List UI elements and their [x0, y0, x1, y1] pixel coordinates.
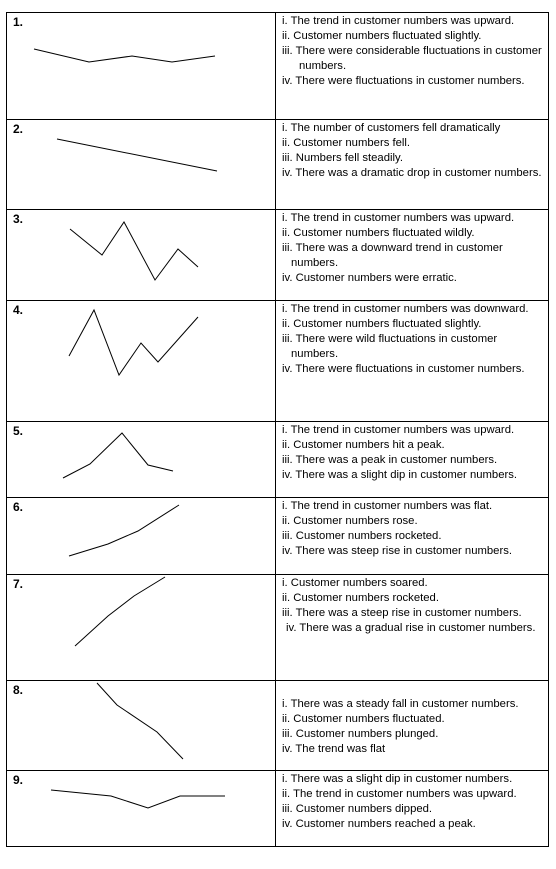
table-row: [7, 210, 549, 301]
line-graph: [7, 301, 275, 422]
options-cell: [276, 120, 549, 210]
option-iv: iv. Customer numbers reached a peak.: [282, 818, 476, 830]
option-iv: iv. There was steep rise in customer numbers.: [282, 545, 513, 557]
table-row: [7, 575, 549, 681]
table-row: [7, 681, 549, 771]
line-graph: [7, 575, 275, 681]
graph-line: [63, 433, 173, 478]
options-cell: [276, 422, 549, 498]
graph-line: [57, 139, 217, 171]
option-iii: iii. There was a peak in customer numbers.: [282, 454, 498, 466]
question-number: 4.: [13, 303, 24, 317]
options-cell: [276, 13, 549, 120]
option-i: i. The trend in customer numbers was downward.: [282, 303, 529, 315]
graph-cell: [7, 301, 276, 422]
option-ii: ii. The trend in customer numbers was upward.: [282, 788, 517, 800]
option-iii: iii. Customer numbers dipped.: [282, 803, 433, 815]
question-number: 7.: [13, 577, 24, 591]
option-iii: iii. There was a downward trend in customer numbers.: [282, 242, 503, 269]
options-cell: [276, 771, 549, 847]
graph-cell: [7, 498, 276, 575]
graph-line: [51, 790, 225, 808]
option-i: i. The trend in customer numbers was flat.: [282, 500, 493, 512]
option-iv: iv. Customer numbers were erratic.: [282, 272, 457, 284]
option-iv: iv. The trend was flat: [282, 743, 386, 755]
question-number: 6.: [13, 500, 24, 514]
graph-line: [34, 49, 215, 62]
option-ii: ii. Customer numbers fluctuated slightly.: [282, 30, 482, 42]
option-i: i. There was a steady fall in customer numbers.: [282, 698, 519, 710]
question-number: 9.: [13, 773, 24, 787]
graph-cell: [7, 210, 276, 301]
graph-line: [70, 222, 198, 280]
table-row: [7, 771, 549, 847]
option-i: i. The trend in customer numbers was upward.: [282, 212, 515, 224]
option-iii: iii. There were considerable fluctuations in customer numbers.: [282, 45, 542, 72]
options-cell: [276, 681, 549, 771]
option-iv: iv. There was a dramatic drop in customer numbers.: [282, 167, 542, 179]
table-row: [7, 13, 549, 120]
table-row: [7, 120, 549, 210]
line-graph: [7, 210, 275, 301]
option-ii: ii. Customer numbers fluctuated slightly.: [282, 318, 482, 330]
graph-line: [69, 310, 198, 375]
option-ii: ii. Customer numbers rocketed.: [282, 592, 439, 604]
options-cell: [276, 301, 549, 422]
worksheet-table: [6, 12, 549, 847]
graph-cell: [7, 575, 276, 681]
option-i: i. Customer numbers soared.: [282, 577, 428, 589]
options-cell: [276, 498, 549, 575]
table-row: [7, 498, 549, 575]
graph-line: [75, 577, 165, 646]
line-graph: [7, 771, 275, 847]
option-iii: iii. There was a steep rise in customer numbers.: [282, 607, 522, 619]
line-graph: [7, 422, 275, 498]
option-i: i. The trend in customer numbers was upward.: [282, 424, 515, 436]
graph-cell: [7, 422, 276, 498]
question-number: 3.: [13, 212, 24, 226]
line-graph: [7, 120, 275, 210]
question-number: 1.: [13, 15, 24, 29]
option-ii: ii. Customer numbers fell.: [282, 137, 411, 149]
option-iii: iii. Customer numbers rocketed.: [282, 530, 442, 542]
option-iii: iii. Customer numbers plunged.: [282, 728, 439, 740]
option-ii: ii. Customer numbers fluctuated.: [282, 713, 445, 725]
option-iv: iv. There was a slight dip in customer numbers.: [282, 469, 518, 481]
option-ii: ii. Customer numbers fluctuated wildly.: [282, 227, 475, 239]
line-graph: [7, 498, 275, 575]
option-i: i. There was a slight dip in customer numbers.: [282, 773, 513, 785]
table-row: [7, 301, 549, 422]
graph-line: [97, 683, 183, 759]
graph-cell: [7, 120, 276, 210]
option-iii: iii. Numbers fell steadily.: [282, 152, 403, 164]
line-graph: [7, 681, 275, 771]
question-number: 5.: [13, 424, 24, 438]
option-ii: ii. Customer numbers hit a peak.: [282, 439, 445, 451]
table-row: [7, 422, 549, 498]
graph-line: [69, 505, 179, 556]
options-cell: [276, 575, 549, 681]
option-i: i. The number of customers fell dramatically: [282, 122, 501, 134]
option-ii: ii. Customer numbers rose.: [282, 515, 418, 527]
options-cell: [276, 210, 549, 301]
option-iv: iv. There were fluctuations in customer numbers.: [282, 75, 525, 87]
graph-cell: [7, 681, 276, 771]
option-iv: iv. There were fluctuations in customer numbers.: [282, 363, 525, 375]
line-graph: [7, 13, 275, 120]
question-number: 8.: [13, 683, 24, 697]
option-iii: iii. There were wild fluctuations in customer numbers.: [282, 333, 498, 360]
graph-cell: [7, 771, 276, 847]
graph-cell: [7, 13, 276, 120]
option-iv: iv. There was a gradual rise in customer numbers.: [286, 622, 536, 634]
question-number: 2.: [13, 122, 24, 136]
option-i: i. The trend in customer numbers was upward.: [282, 15, 515, 27]
